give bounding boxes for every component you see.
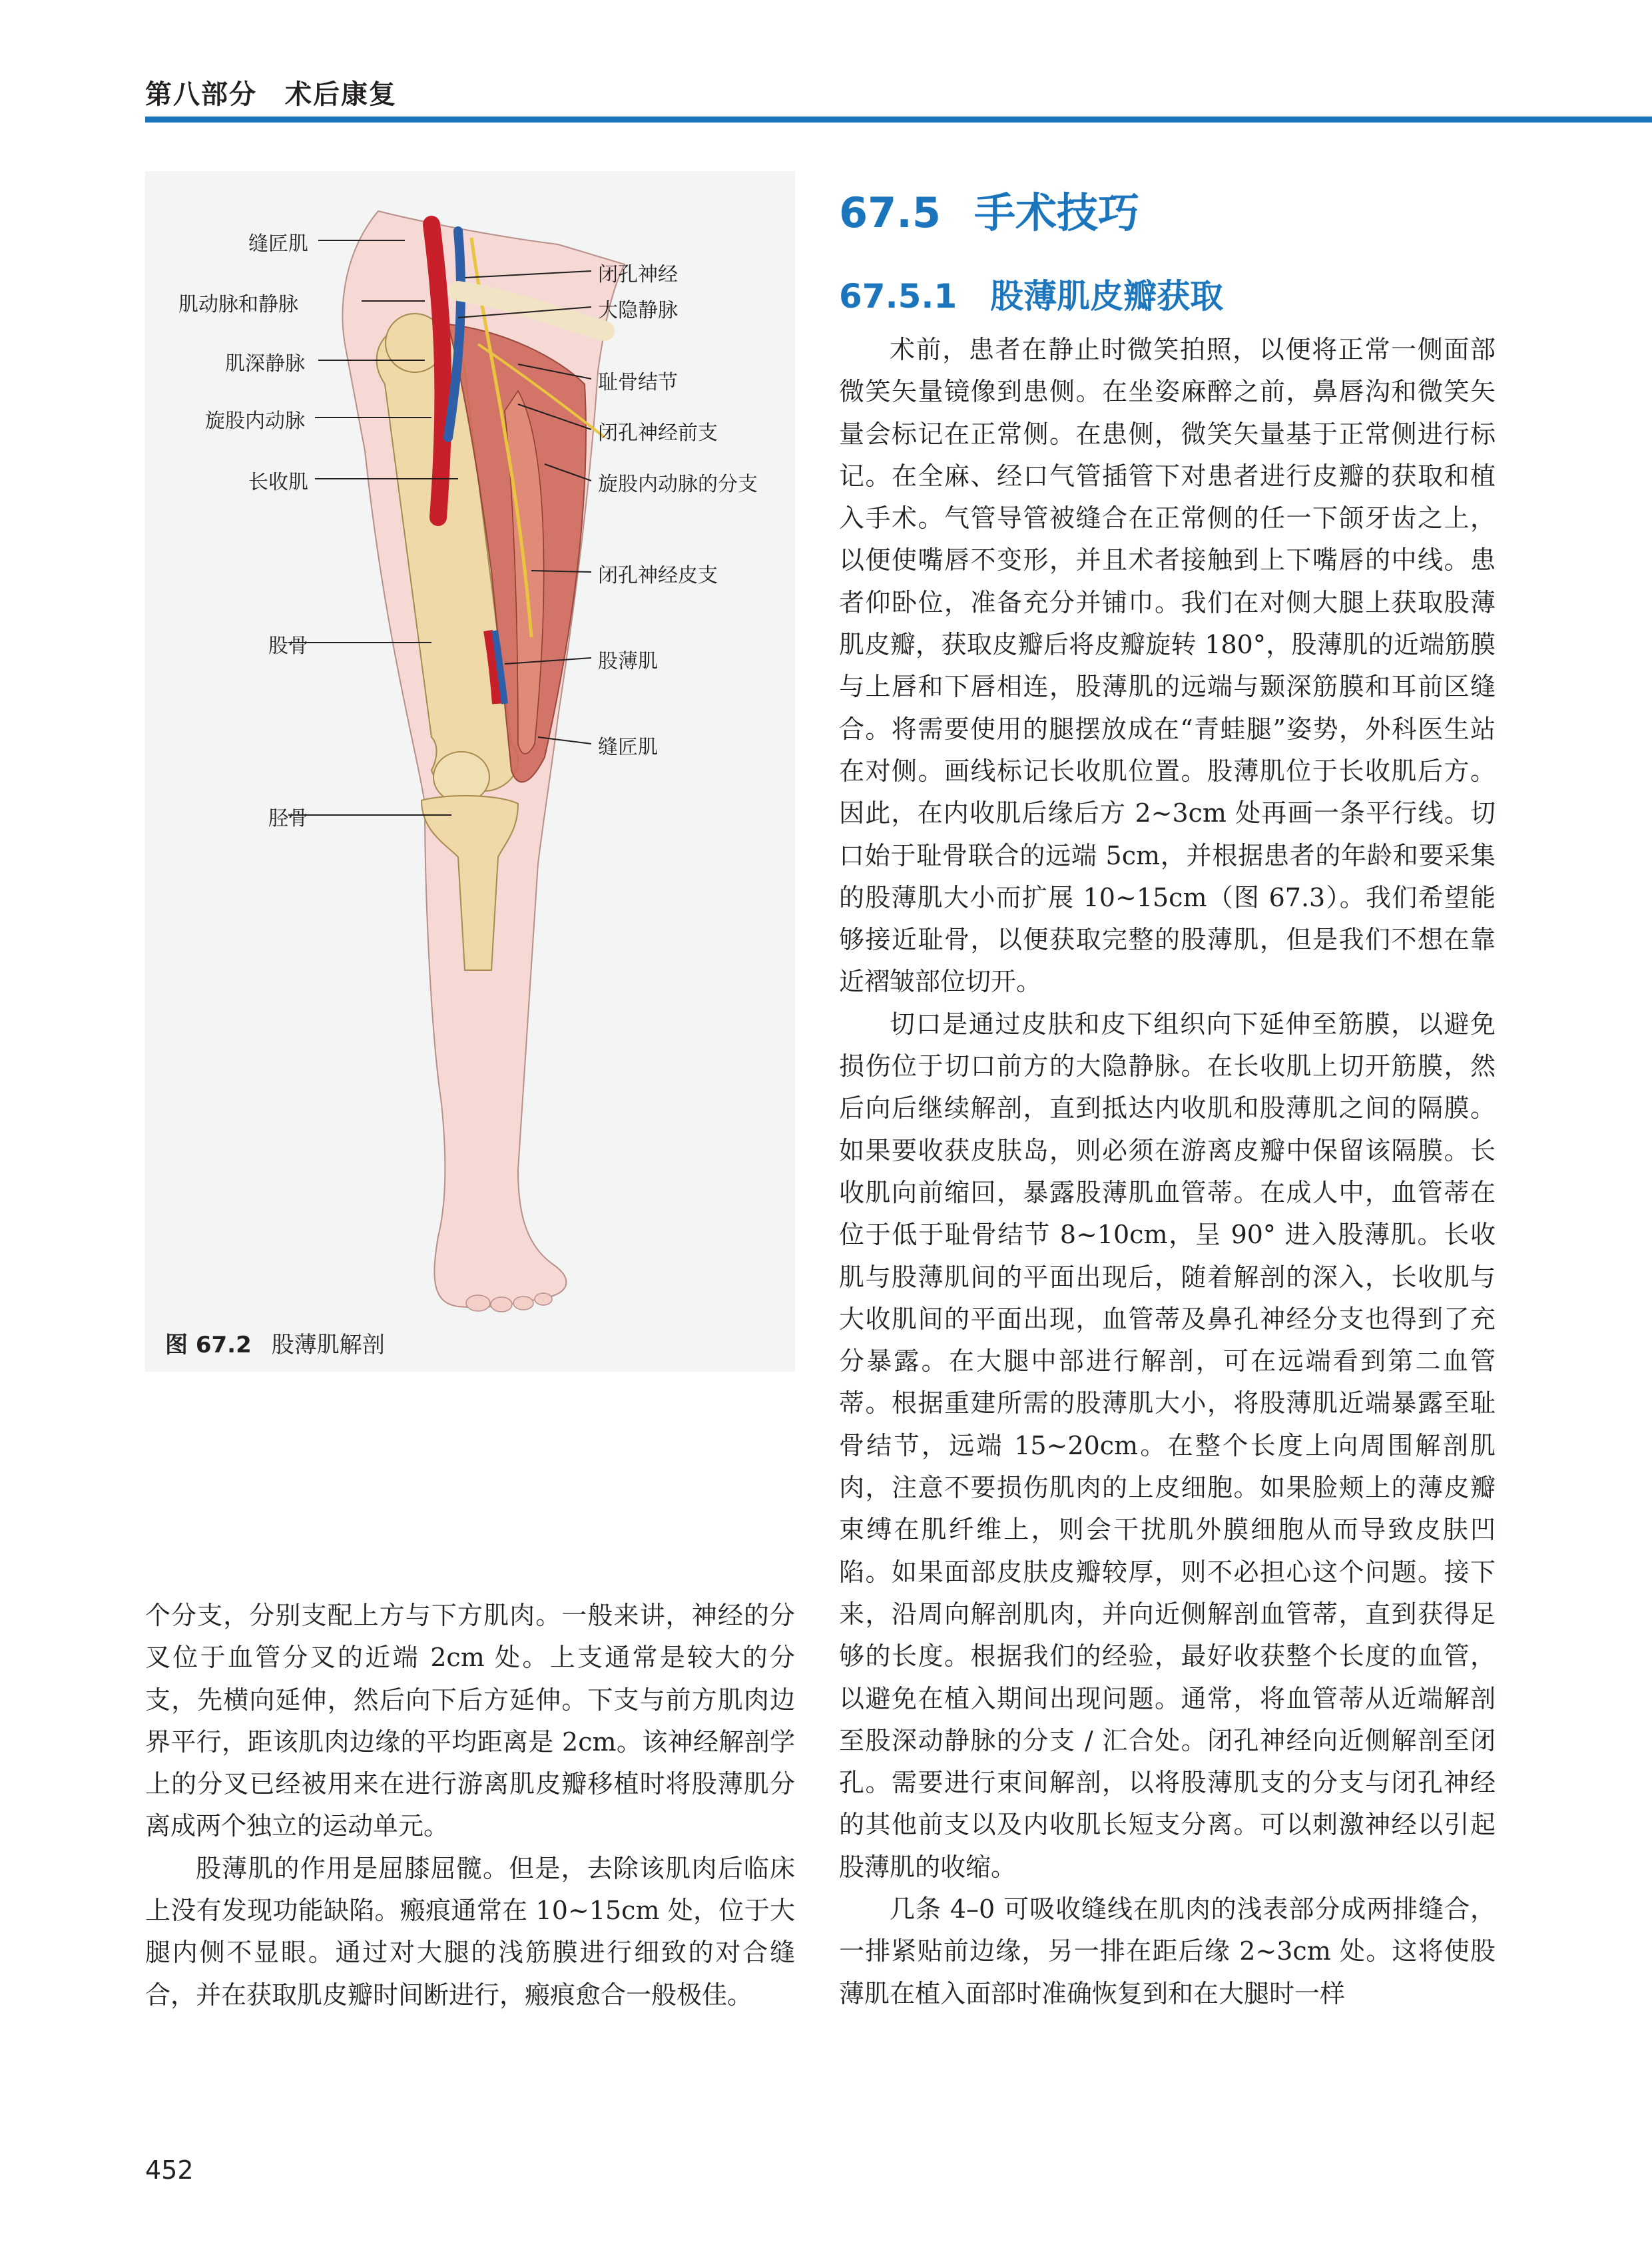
page-number: 452 <box>145 2155 194 2185</box>
figure-caption-text: 股薄肌解剖 <box>271 1332 385 1358</box>
paragraph: 股薄肌的作用是屈膝屈髋。但是，去除该肌肉后临床上没有发现功能缺陷。瘢痕通常在 10~15cm 处，位于大腿内侧不显眼。通过对大腿的浅筋膜进行细致的对合缝合，并在获取肌皮瓣时间断进行，瘢痕愈合一般极佳。 <box>145 1853 795 2010</box>
label-gracilis: 股薄肌 <box>598 650 658 673</box>
label-pubic-tubercle: 耻骨结节 <box>598 371 678 394</box>
label-femoral-vessels: 肌动脉和静脉 <box>178 293 298 316</box>
label-medial-circumflex-artery: 旋股内动脉 <box>205 410 305 433</box>
label-great-saphenous-vein: 大隐静脉 <box>598 299 678 322</box>
label-obturator-cutaneous-branch: 闭孔神经皮支 <box>598 564 718 587</box>
figure-caption-number: 图 67.2 <box>165 1332 252 1358</box>
figure-caption <box>165 1326 385 1359</box>
label-tibia: 胫骨 <box>268 807 308 830</box>
subsection-title: 股薄肌皮瓣获取 <box>990 277 1224 316</box>
subsection-heading <box>839 270 1223 318</box>
label-adductor-longus: 长收肌 <box>248 471 308 494</box>
label-sartorius-lower: 缝匠肌 <box>598 736 658 759</box>
label-obturator-nerve: 闭孔神经 <box>598 263 678 286</box>
paragraph: 个分支，分别支配上方与下方肌肉。一般来讲，神经的分叉位于血管分叉的近端 2cm 处。上支通常是较大的分支，先横向延伸，然后向下后方延伸。下支与前方肌肉边界平行，距该肌肉边缘的平均距离是 2cm。该神经解剖学上的分叉已经被用来在进行游离肌皮瓣移植时将股薄肌分离成两个独立的运动单元。 <box>145 1601 795 1841</box>
section-number: 67.5 <box>839 188 941 237</box>
figure-67-2 <box>145 171 795 1372</box>
subsection-number: 67.5.1 <box>839 277 958 316</box>
label-femur: 股骨 <box>268 635 308 658</box>
label-obturator-anterior-branch: 闭孔神经前支 <box>598 421 718 445</box>
paragraph: 术前，患者在静止时微笑拍照，以便将正常一侧面部微笑矢量镜像到患侧。在坐姿麻醉之前，鼻唇沟和微笑矢量会标记在正常侧。在患侧，微笑矢量基于正常侧进行标记。在全麻、经口气管插管下对患者进行皮瓣的获取和植入手术。气管导管被缝合在正常侧的任一下颌牙齿之上，以便使嘴唇不变形，并且术者接触到上下嘴唇的中线。患者仰卧位，准备充分并铺巾。我们在对侧大腿上获取股薄肌皮瓣，获取皮瓣后将皮瓣旋转 180°，股薄肌的近端筋膜与上唇和下唇相连，股薄肌的远端与颞深筋膜和耳前区缝合。将需要使用的腿摆放成在“青蛙腿”姿势，外科医生站在对侧。画线标记长收肌位置。股薄肌位于长收肌后方。因此，在内收肌后缘后方 2~3cm 处再画一条平行线。切口始于耻骨联合的远端 5cm，并根据患者的年龄和要采集的股薄肌大小而扩展 10~15cm（图 67.3）。我们希望能够接近耻骨，以便获取完整的股薄肌，但是我们不想在靠近褶皱部位切开。 <box>839 335 1496 997</box>
label-sartorius-upper: 缝匠肌 <box>248 232 308 256</box>
section-heading <box>839 180 1139 239</box>
paragraph: 切口是通过皮肤和皮下组织向下延伸至筋膜，以避免损伤位于切口前方的大隐静脉。在长收肌上切开筋膜，然后向后继续解剖，直到抵达内收肌和股薄肌之间的隔膜。如果要收获皮肤岛，则必须在游离皮瓣中保留该隔膜。长收肌向前缩回，暴露股薄肌血管蒂。在成人中，血管蒂在位于低于耻骨结节 8~10cm，呈 90° 进入股薄肌。长收肌与股薄肌间的平面出现后，随着解剖的深入，长收肌与大收肌间的平面出现，血管蒂及鼻孔神经分支也得到了充分暴露。在大腿中部进行解剖，可在远端看到第二血管蒂。根据重建所需的股薄肌大小，将股薄肌近端暴露至耻骨结节，远端 15~20cm。在整个长度上向周围解剖肌肉，注意不要损伤肌肉的上皮细胞。如果脸颊上的薄皮瓣束缚在肌纤维上，则会干扰肌外膜细胞从而导致皮肤凹陷。如果面部皮肤皮瓣较厚，则不必担心这个问题。接下来，沿周向解剖肌肉，并向近侧解剖血管蒂，直到获得足够的长度。根据我们的经验，最好收获整个长度的血管，以避免在植入期间出现问题。通常，将血管蒂从近端解剖至股深动静脉的分支 / 汇合处。闭孔神经向近侧解剖至闭孔。需要进行束间解剖，以将股薄肌支的分支与闭孔神经的其他前支以及内收肌长短支分离。可以刺激神经以引起股薄肌的收缩。 <box>839 1009 1496 1882</box>
label-deep-femoral-vein: 肌深静脉 <box>225 352 305 376</box>
left-column-text <box>145 1595 795 2016</box>
section-title: 手术技巧 <box>973 188 1139 237</box>
running-header: 第八部分 术后康复 <box>145 79 397 110</box>
right-column-text <box>839 329 1496 2015</box>
paragraph: 几条 4–0 可吸收缝线在肌肉的浅表部分成两排缝合，一排紧贴前边缘，另一排在距后缘 2~3cm 处。这将使股薄肌在植入面部时准确恢复到和在大腿时一样 <box>839 1894 1496 2008</box>
header-rule <box>145 117 1652 123</box>
label-medial-circumflex-branch: 旋股内动脉的分支 <box>598 473 758 496</box>
